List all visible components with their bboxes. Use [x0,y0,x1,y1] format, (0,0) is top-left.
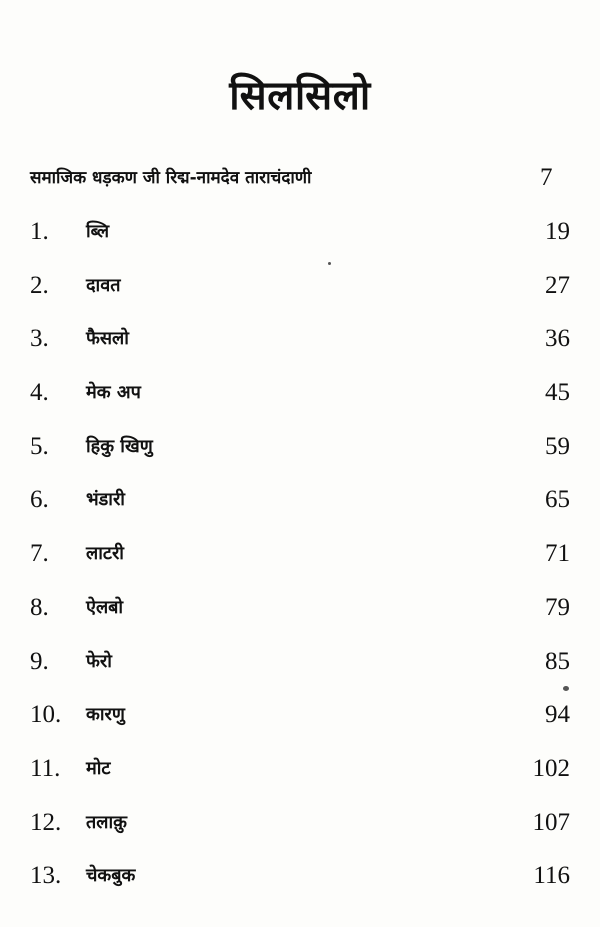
contents-entry [30,204,590,258]
contents-entry [30,848,590,902]
entry-page: 116 [533,862,570,890]
entry-page: 27 [545,271,570,299]
entry-page: 59 [545,432,570,460]
entry-number: 7. [30,540,49,568]
contents-entry [30,258,590,312]
entry-page: 85 [545,647,570,675]
entry-number: 2. [30,271,49,299]
entry-number: 13. [30,862,62,890]
intro-entry-title: समाजिक धड़कण जी रिद्म-नामदेव ताराचंदाणी [30,168,312,188]
contents-entry [30,472,590,526]
entry-title: मेक अप [86,382,141,404]
contents-entry [30,311,590,365]
contents-entry [30,741,590,795]
page-title: सिलसिलो [229,73,371,119]
entry-number: 10. [30,701,62,729]
entry-page: 102 [532,754,570,782]
intro-entry [30,160,590,196]
contents-entry [30,687,590,741]
entry-page: 94 [545,701,570,729]
entry-title: फैसलो [86,328,129,350]
contents-entry [30,795,590,849]
entry-page: 45 [545,379,570,407]
entry-number: 9. [30,647,49,675]
entry-number: 4. [30,379,49,407]
contents-list [30,204,590,902]
entry-number: 5. [30,432,49,460]
contents-entry [30,580,590,634]
contents-entry [30,634,590,688]
entry-number: 3. [30,325,49,353]
entry-page: 65 [545,486,570,514]
entry-title: मोट [86,757,111,779]
entry-number: 12. [30,808,62,836]
entry-title: दावत [86,274,121,296]
entry-number: 8. [30,593,49,621]
entry-title: कारणु [86,704,125,726]
entry-title: लाटरी [86,543,124,565]
print-speck [328,262,331,265]
entry-page: 107 [532,808,570,836]
contents-entry [30,526,590,580]
entry-number: 6. [30,486,49,514]
entry-title: ब्लि [86,221,110,242]
entry-title: ऐलबो [86,596,124,618]
entry-title: फेरो [86,650,112,672]
entry-number: 1. [30,218,49,245]
contents-entry [30,365,590,419]
entry-title: चेकबुक [86,865,136,887]
entry-title: हिकु खिणु [86,435,153,457]
print-speck [563,686,569,691]
intro-entry-page: 7 [540,164,553,191]
entry-page: 71 [545,540,570,568]
contents-entry [30,419,590,473]
entry-page: 79 [545,593,570,621]
entry-page: 19 [545,218,570,245]
entry-title: भंडारी [86,489,125,511]
entry-number: 11. [30,754,61,782]
entry-page: 36 [545,325,570,353]
entry-title: तलाक़ु [86,811,127,833]
